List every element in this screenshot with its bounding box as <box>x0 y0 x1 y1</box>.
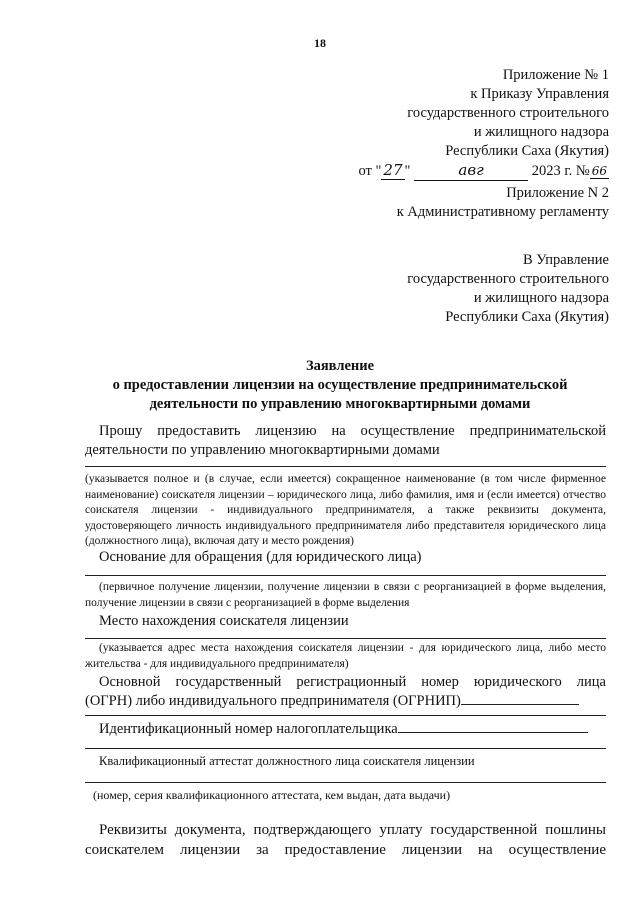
basis-field[interactable] <box>85 575 606 576</box>
addressee-block <box>407 251 609 327</box>
appendix-1-line: к Приказу Управления <box>470 86 609 102</box>
addressee-line: государственного строительного <box>407 271 609 287</box>
handwritten-month: авг <box>414 161 528 181</box>
appendix-1-line: государственного строительного <box>407 105 609 121</box>
appendix-1-title: Приложение № 1 <box>502 67 609 83</box>
ogrn-field[interactable] <box>461 704 579 705</box>
fee-line: соискателем лицензии за предоставление лицензии на осуществление <box>85 842 606 858</box>
applicant-name-field[interactable] <box>85 466 606 467</box>
title-line: деятельности по управлению многоквартирными домами <box>149 396 531 412</box>
location-field[interactable] <box>85 638 606 639</box>
title-line: Заявление <box>305 358 375 374</box>
handwritten-order-number: 66 <box>591 164 607 178</box>
fee-line: Реквизиты документа, подтверждающего уплату государственной пошлины <box>99 822 606 838</box>
inn-row <box>85 720 606 739</box>
inn-label: Идентификационный номер налогоплательщика <box>99 721 398 737</box>
addressee-line: Республики Саха (Якутия) <box>445 309 609 325</box>
appendix-1-line: Республики Саха (Якутия) <box>445 143 609 159</box>
document-title <box>60 357 620 414</box>
appendix-1-line: и жилищного надзора <box>473 124 609 140</box>
appendix-1-header <box>358 66 609 181</box>
handwritten-day: 27 <box>383 161 403 179</box>
appendix-2-title: Приложение N 2 <box>506 185 609 201</box>
appendix-2-line: к Административному регламенту <box>396 204 609 220</box>
inn-field-continuation[interactable] <box>85 748 606 749</box>
page-number: 18 <box>314 36 326 50</box>
request-line: деятельности по управлению многоквартирными домами <box>85 442 440 458</box>
addressee-line: и жилищного надзора <box>473 290 609 306</box>
addressee-line: В Управление <box>522 252 609 268</box>
hint-qualification: (номер, серия квалификационного аттестата, кем выдан, дата выдачи) <box>93 788 451 802</box>
hint-basis: (первичное получение лицензии, получение лицензии в связи с реорганизацией в форме выделения, получение лицензии в связи с реорганизацией в форме выделения <box>85 581 606 609</box>
order-date-line: от " 27 " авг 2023 г. № 66 <box>358 161 607 179</box>
request-line: Прошу предоставить лицензию на осуществление предпринимательской <box>99 423 606 439</box>
ogrn-block <box>85 673 606 711</box>
request-paragraph <box>85 422 606 460</box>
appendix-2-header <box>397 184 609 222</box>
basis-label: Основание для обращения (для юридического лица) <box>99 549 422 565</box>
hint-location: (указывается адрес места нахождения соискателя лицензии - для юридического лица, либо место жительства - для индивидуального предпринимателя) <box>85 642 606 670</box>
location-label: Место нахождения соискателя лицензии <box>99 613 349 629</box>
ogrn-line: (ОГРН) либо индивидуального предпринимателя (ОГРНИП) <box>85 693 461 709</box>
title-line: о предоставлении лицензии на осуществление предпринимательской <box>112 377 568 393</box>
qualification-label: Квалификационный аттестат должностного лица соискателя лицензии <box>99 754 475 768</box>
fee-paragraph <box>85 820 606 860</box>
qualification-field[interactable] <box>85 782 606 783</box>
ogrn-line: Основной государственный регистрационный номер юридического лица <box>99 674 606 690</box>
ogrn-field-continuation[interactable] <box>85 715 606 716</box>
inn-field[interactable] <box>398 732 588 733</box>
hint-applicant: (указывается полное и (в случае, если имеется) сокращенное наименование (в том числе фирменное наименование) соискателя лицензии – юридического лица, либо фамилия, имя и (если имеется) отчество соискателя лицензии - индивидуального предпринимателя, а также реквизиты документа, удостоверяющего личность индивидуального предпринимателя либо представителя юридического лица (должностного лица), включая дату и место рождения) <box>85 473 606 547</box>
